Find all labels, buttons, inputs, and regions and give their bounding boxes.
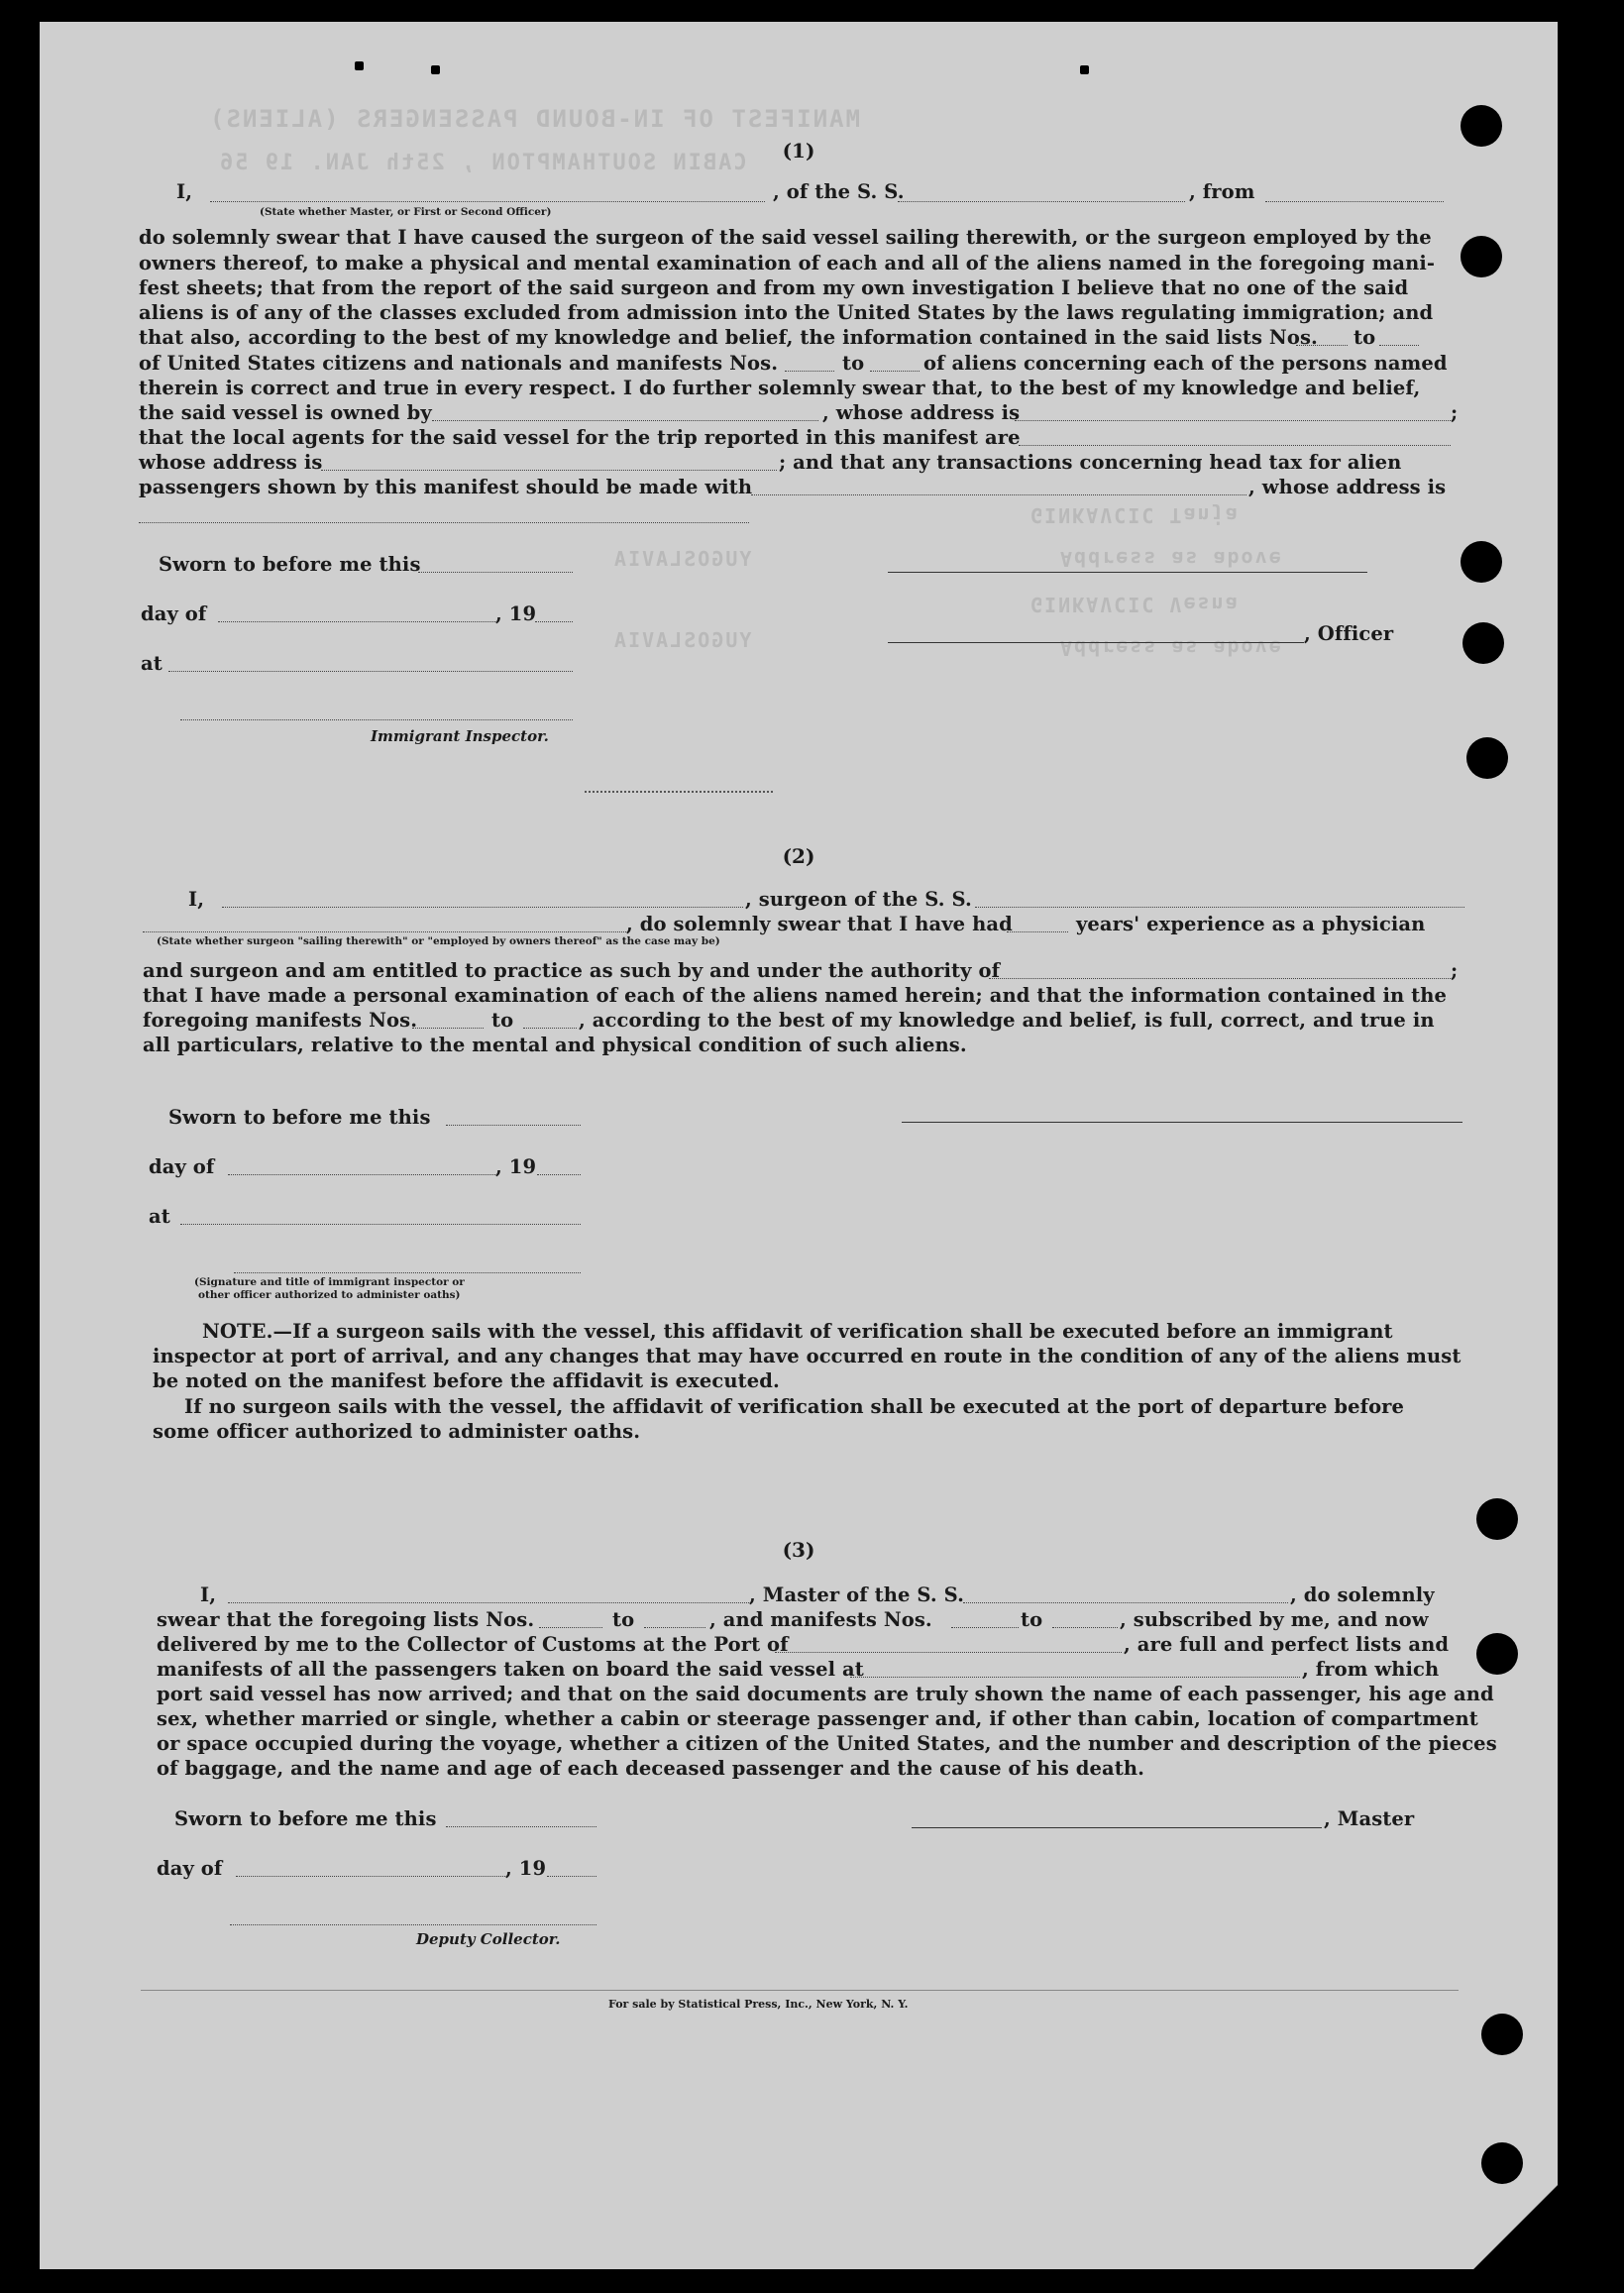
deputy-collector-label: Deputy Collector. <box>416 1930 561 1948</box>
section-1-aliens-named: of aliens concerning each of the persons named <box>923 352 1448 375</box>
surgeon-name-field[interactable] <box>222 907 743 908</box>
section-1-line: aliens is of any of the classes excluded from admission into the United States by the laws regulating immigration; and <box>139 301 1434 324</box>
boarding-port-field[interactable] <box>850 1677 1300 1678</box>
manifest-no-to-field[interactable] <box>870 371 920 372</box>
signature-note-2: other officer authorized to administer oaths) <box>198 1289 461 1301</box>
punch-hole <box>1461 541 1502 583</box>
section-2-i: I, <box>188 888 205 911</box>
section-2-sworn: Sworn to before me this <box>168 1106 431 1129</box>
section-3-nineteen: , 19 <box>505 1857 547 1880</box>
section-2-to: to <box>491 1009 514 1032</box>
section-2-line: that I have made a personal examination of each of the aliens named herein; and that the information contained in the <box>143 984 1448 1007</box>
section-1-to: to <box>1353 326 1376 349</box>
section-3-line: of baggage, and the name and age of each deceased passenger and the cause of his death. <box>157 1757 1145 1780</box>
deputy-collector-signature-line[interactable] <box>230 1924 596 1925</box>
inspector-signature-line[interactable] <box>180 719 573 720</box>
surgeon-signature-line[interactable] <box>902 1122 1462 1123</box>
section-3-from-which: , from which <box>1302 1658 1440 1681</box>
section-2-nineteen: , 19 <box>495 1155 537 1178</box>
section-2-according: , according to the best of my knowledge and belief, is full, correct, and true in <box>579 1009 1435 1032</box>
section-1-head-tax: ; and that any transactions concerning head tax for alien <box>779 451 1402 474</box>
sworn-date-field[interactable] <box>418 572 573 573</box>
immigrant-inspector-label: Immigrant Inspector. <box>371 727 549 745</box>
section-3-full-perfect: , are full and perfect lists and <box>1124 1633 1450 1656</box>
section-1-nineteen: , 19 <box>495 602 537 625</box>
lists-from-field[interactable] <box>539 1627 602 1628</box>
punch-hole <box>1466 737 1508 779</box>
footer-text: For sale by Statistical Press, Inc., New York, N. Y. <box>608 1998 909 2011</box>
note-line-1: NOTE.—If a surgeon sails with the vessel, this affidavit of verification shall be executed before an immigrant <box>202 1320 1393 1343</box>
section-2-line: and surgeon and am entitled to practice as such by and under the authority of <box>143 959 1001 982</box>
punch-hole <box>1481 2014 1523 2055</box>
ink-speck <box>355 61 364 70</box>
bleed-through-name: GINKAVCIC Tanja <box>1030 503 1240 527</box>
section-1-at: at <box>141 652 162 675</box>
section-2-line: all particulars, relative to the mental and physical condition of such aliens. <box>143 1034 967 1056</box>
local-agents-field[interactable] <box>1019 445 1451 446</box>
section-1-line: that the local agents for the said vessel for the trip reported in this manifest are <box>139 426 1021 449</box>
day-of-field[interactable] <box>218 621 495 622</box>
footer-rule <box>141 1990 1459 1991</box>
section-1-line: do solemnly swear that I have caused the surgeon of the said vessel sailing therewith, or the surgeon employed by the <box>139 226 1432 249</box>
section-3-vessel-field[interactable] <box>963 1602 1288 1603</box>
section-2-surgeon-of: , surgeon of the S. S. <box>745 888 972 911</box>
section-1-line: fest sheets; that from the report of the said surgeon and from my own investigation I believe that no one of the said <box>139 276 1409 299</box>
section-3-sworn: Sworn to before me this <box>174 1807 437 1830</box>
manifests-from-field[interactable] <box>951 1627 1019 1628</box>
section-1-number: (1) <box>782 139 815 163</box>
surgeon-day-of-field[interactable] <box>228 1174 495 1175</box>
document-page <box>40 22 1558 2269</box>
authority-field[interactable] <box>989 978 1451 979</box>
year-field[interactable] <box>535 621 573 622</box>
section-2-years: years' experience as a physician <box>1076 913 1426 935</box>
master-note: (State whether Master, or First or Second Officer) <box>260 206 552 218</box>
section-1-from: , from <box>1189 180 1255 203</box>
surgeon-year-field[interactable] <box>537 1174 581 1175</box>
ink-speck <box>431 65 440 74</box>
section-3-master-of: , Master of the S. S. <box>749 1583 965 1606</box>
bleed-through-header: MANIFEST OF IN-BOUND PASSENGERS (ALIENS) <box>208 105 860 133</box>
section-1-sworn: Sworn to before me this <box>159 553 421 576</box>
section-3-line: port said vessel has now arrived; and that on the said documents are truly shown the name of each passenger, his age and <box>157 1683 1494 1705</box>
manifests-to-field[interactable] <box>1052 1627 1118 1628</box>
surgeon-vessel-field[interactable] <box>975 907 1464 908</box>
bleed-through-country: YUGOSLAVIA <box>612 547 752 571</box>
note-line-3: be noted on the manifest before the affidavit is executed. <box>153 1369 780 1392</box>
section-1-whose-address: , whose address is <box>822 401 1021 424</box>
section-3-year-field[interactable] <box>547 1876 596 1877</box>
section-3-day-of: day of <box>157 1857 223 1880</box>
surgeon-note: (State whether surgeon "sailing therewith" or "employed by owners thereof" as the case may be) <box>157 935 720 947</box>
section-1-of-ss: , of the S. S. <box>773 180 905 203</box>
head-tax-contact-field[interactable] <box>751 494 1246 495</box>
owner-address-field[interactable] <box>1015 420 1451 421</box>
port-of-field[interactable] <box>775 1652 1122 1653</box>
section-1-officer: , Officer <box>1304 622 1394 645</box>
section-1-line: owners thereof, to make a physical and mental examination of each and all of the aliens named in the foregoing mani- <box>139 252 1436 274</box>
section-2-swear: , do solemnly swear that I have had <box>626 913 1013 935</box>
section-3-number: (3) <box>782 1538 815 1562</box>
section-3-and-manifests: , and manifests Nos. <box>709 1608 932 1631</box>
section-3-line: or space occupied during the voyage, whether a citizen of the United States, and the number and description of the pieces <box>157 1732 1497 1755</box>
section-1-to: to <box>842 352 865 375</box>
bleed-through-country: YUGOSLAVIA <box>612 628 752 652</box>
punch-hole <box>1462 622 1504 664</box>
section-3-sworn-date-field[interactable] <box>446 1826 596 1827</box>
section-1-line: whose address is <box>139 451 323 474</box>
bleed-through-header-2: CABIN SOUTHAMPTON , 25th JAN. 19 56 <box>218 151 747 175</box>
bleed-through-address: Address as above <box>1060 547 1283 571</box>
punch-hole <box>1476 1498 1518 1540</box>
section-3-i: I, <box>200 1583 217 1606</box>
from-port-field[interactable] <box>1265 201 1444 202</box>
section-2-line: foregoing manifests Nos. <box>143 1009 418 1032</box>
punch-hole <box>1476 1633 1518 1675</box>
surgeon-manifest-from-field[interactable] <box>412 1028 484 1029</box>
vessel-owner-field[interactable] <box>432 420 818 421</box>
surgeon-status-field[interactable] <box>143 931 626 932</box>
section-1-line: of United States citizens and nationals and manifests Nos. <box>139 352 779 375</box>
section-3-swear-lists: swear that the foregoing lists Nos. <box>157 1608 535 1631</box>
section-3-master: , Master <box>1324 1807 1415 1830</box>
officer-signature-line[interactable] <box>888 642 1304 643</box>
manifest-no-from-field[interactable] <box>785 371 834 372</box>
section-1-whose-address-2: , whose address is <box>1248 476 1447 498</box>
ink-speck <box>1080 65 1089 74</box>
note-line-4: If no surgeon sails with the vessel, the affidavit of verification shall be executed at the port of departure before <box>184 1395 1405 1418</box>
list-no-to-field[interactable] <box>1379 345 1419 346</box>
section-3-manifests-all: manifests of all the passengers taken on board the said vessel at <box>157 1658 864 1681</box>
semicolon: ; <box>1451 959 1459 982</box>
signature-note-1: (Signature and title of immigrant inspector or <box>194 1276 465 1288</box>
section-3-master-name-field[interactable] <box>228 1602 749 1603</box>
section-3-do-solemnly: , do solemnly <box>1290 1583 1435 1606</box>
list-no-from-field[interactable] <box>1296 345 1348 346</box>
section-2-day-of: day of <box>149 1155 215 1178</box>
section-3-to-2: to <box>1021 1608 1043 1631</box>
bleed-through-address: Address as above <box>1060 636 1283 660</box>
section-1-line: that also, according to the best of my knowledge and belief, the information contained in the said lists Nos. <box>139 326 1318 349</box>
note-line-5: some officer authorized to administer oaths. <box>153 1420 641 1443</box>
master-signature-line[interactable] <box>912 1827 1322 1828</box>
section-2-number: (2) <box>782 844 815 868</box>
inspector-signature-2-line[interactable] <box>234 1272 581 1273</box>
section-3-line: sex, whether married or single, whether a cabin or steerage passenger and, if other than cabin, location of compartment <box>157 1707 1478 1730</box>
section-3-subscribed: , subscribed by me, and now <box>1120 1608 1429 1631</box>
section-1-day-of: day of <box>141 602 207 625</box>
section-3-day-of-field[interactable] <box>236 1876 505 1877</box>
signature-line[interactable] <box>888 572 1367 573</box>
section-2-at: at <box>149 1205 170 1228</box>
punch-hole <box>1461 236 1502 277</box>
agents-address-field[interactable] <box>321 470 777 471</box>
years-experience-field[interactable] <box>1007 931 1068 932</box>
semicolon: ; <box>1451 401 1459 424</box>
divider <box>585 791 773 793</box>
section-1-i: I, <box>176 180 193 203</box>
punch-hole <box>1481 2142 1523 2184</box>
surgeon-at-field[interactable] <box>180 1224 581 1225</box>
section-3-to-1: to <box>612 1608 635 1631</box>
surgeon-manifest-to-field[interactable] <box>523 1028 577 1029</box>
bleed-through-name: GINKAVCIC Vesna <box>1030 593 1240 616</box>
master-name-field[interactable] <box>210 201 765 202</box>
section-1-line: passengers shown by this manifest should be made with <box>139 476 753 498</box>
vessel-name-field[interactable] <box>898 201 1185 202</box>
section-1-line: therein is correct and true in every respect. I do further solemnly swear that, to the best of my knowledge and belief, <box>139 377 1421 399</box>
contact-address-field[interactable] <box>139 522 749 523</box>
note-line-2: inspector at port of arrival, and any changes that may have occurred en route in the condition of any of the aliens must <box>153 1345 1462 1367</box>
surgeon-sworn-date-field[interactable] <box>446 1125 581 1126</box>
section-1-line: the said vessel is owned by <box>139 401 432 424</box>
sworn-at-field[interactable] <box>168 671 573 672</box>
lists-to-field[interactable] <box>644 1627 705 1628</box>
section-3-delivered: delivered by me to the Collector of Customs at the Port of <box>157 1633 789 1656</box>
